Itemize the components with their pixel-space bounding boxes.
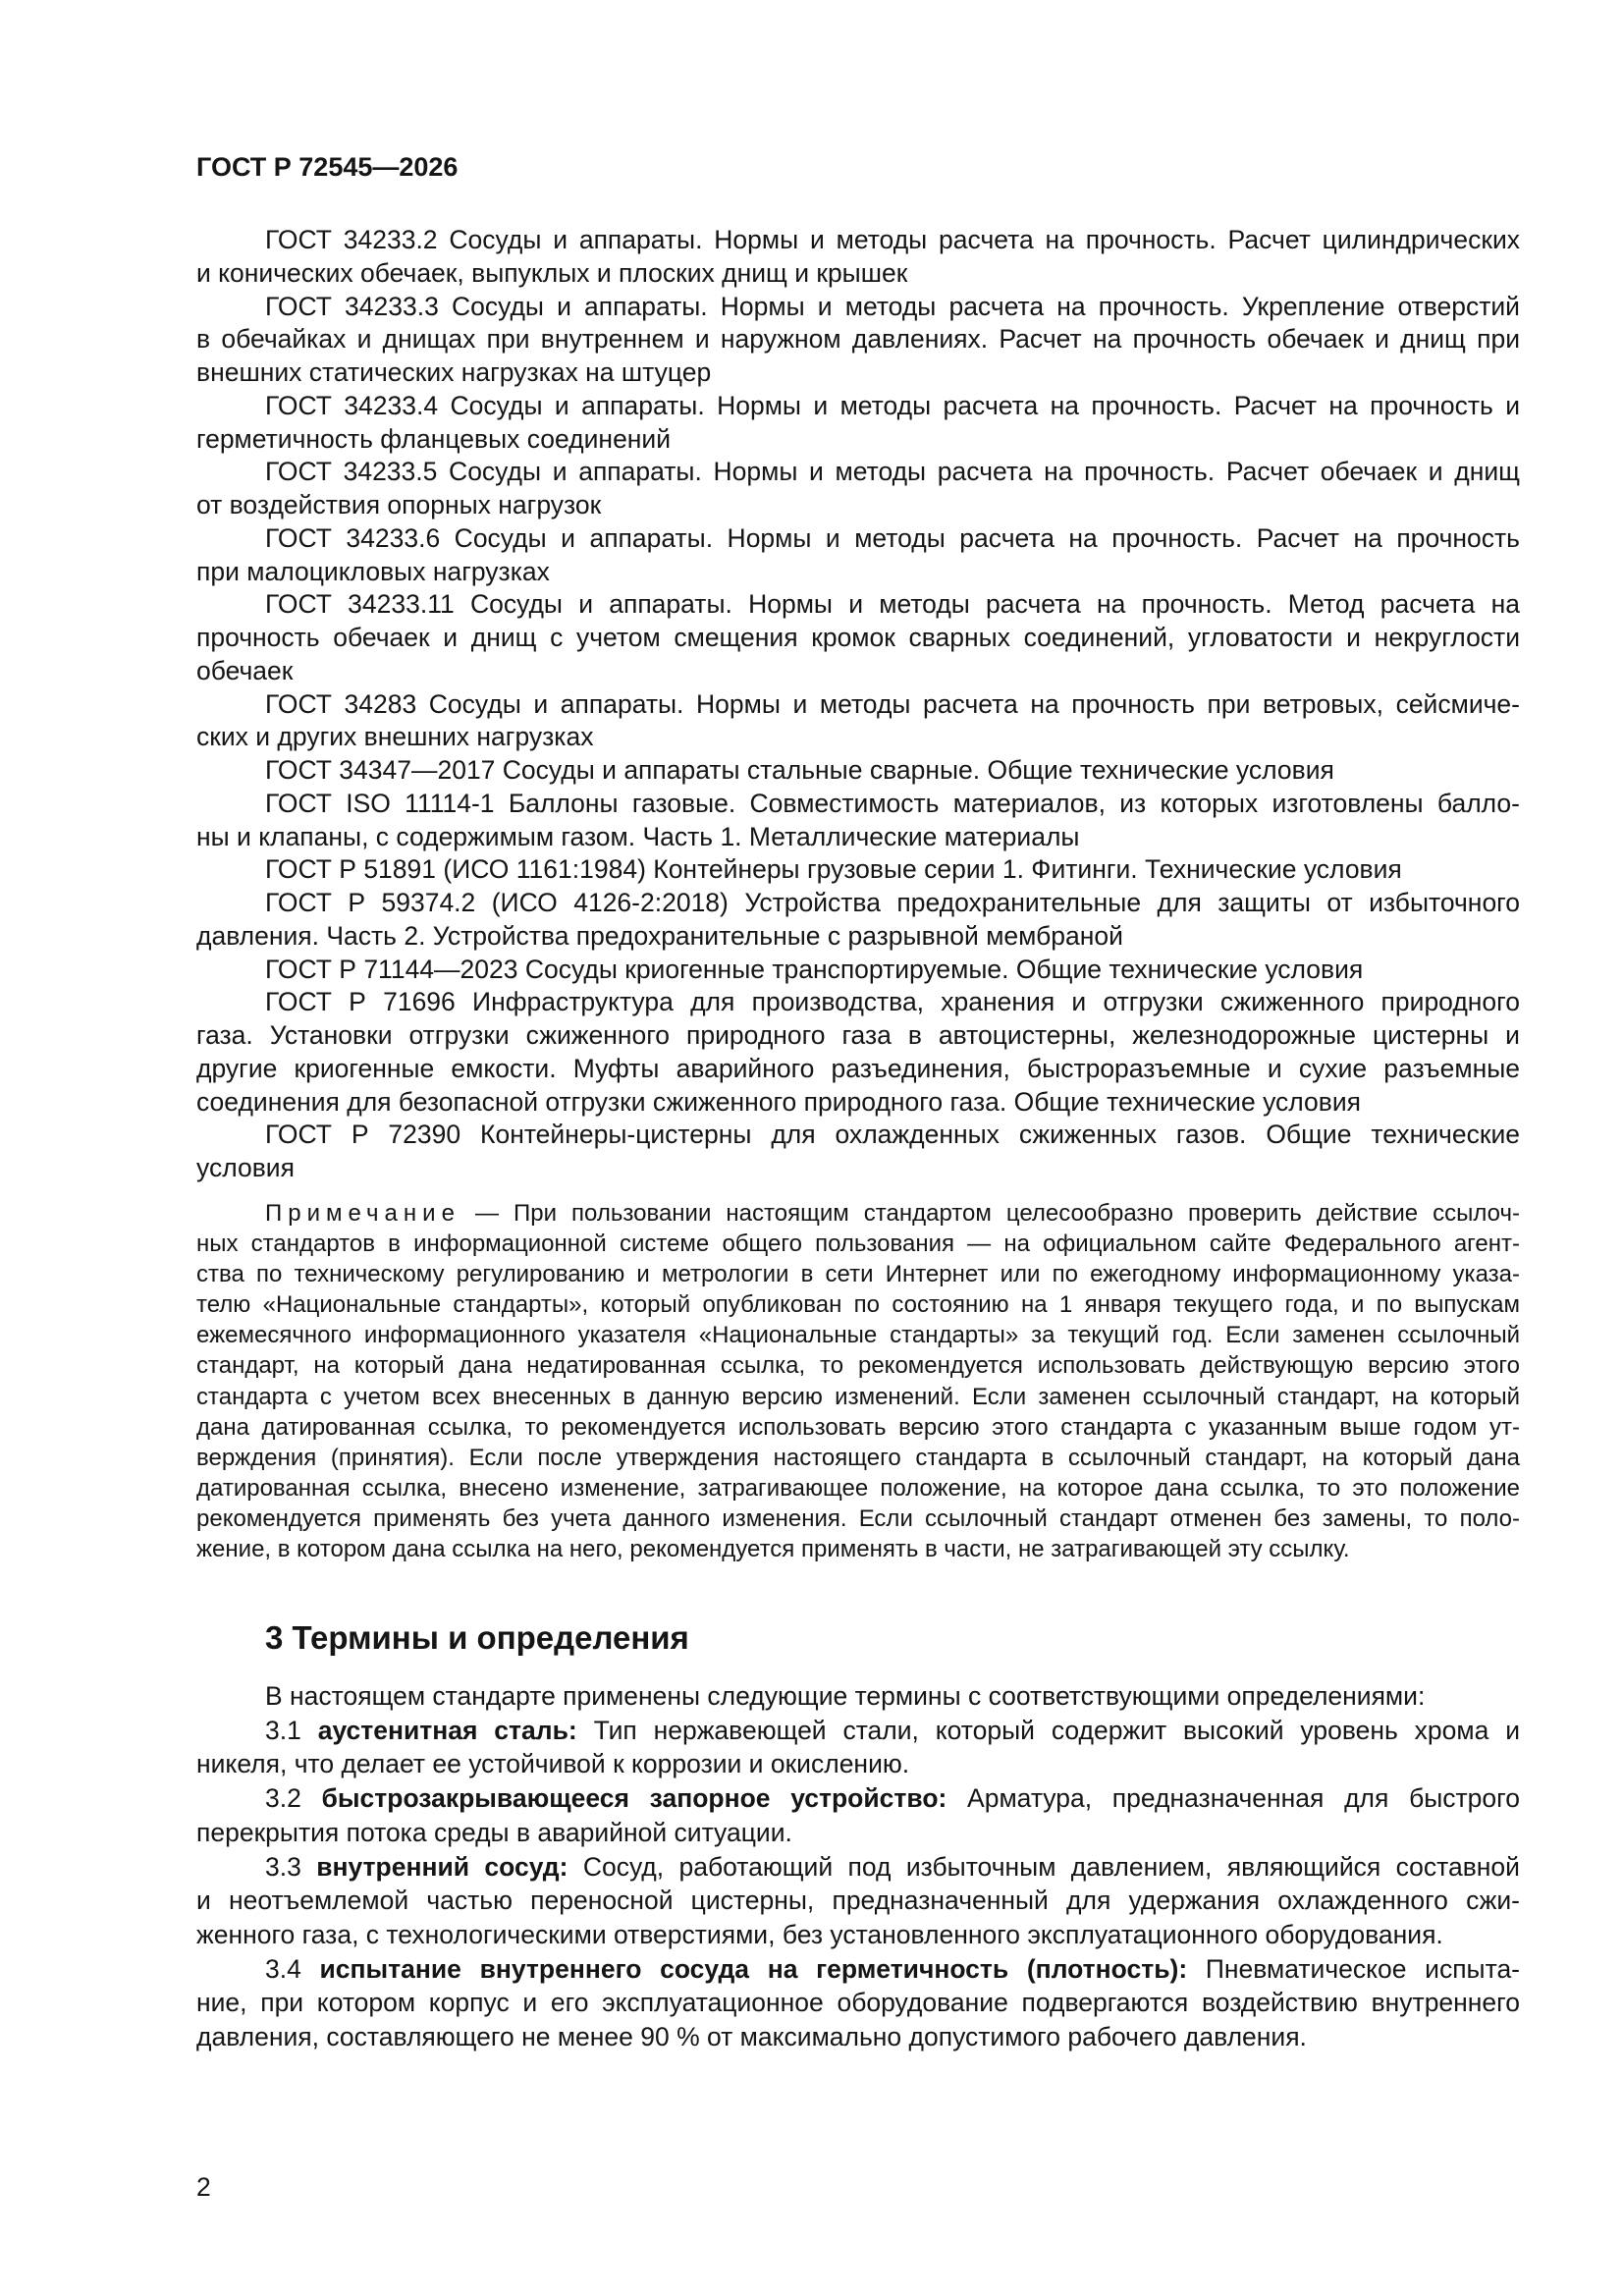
reference-line: ГОСТ 34233.11 Сосуды и аппараты. Нормы и методы расчета на прочность. Метод расчета на — [265, 589, 1520, 620]
reference-entry — [196, 954, 1520, 987]
section-intro: В настоящем стандарте применены следующие термины с соответствующими определениями: — [265, 1681, 1426, 1711]
reference-line: условия — [196, 1153, 295, 1182]
reference-entry — [196, 754, 1520, 788]
reference-line: ГОСТ ISO 11114-1 Баллоны газовые. Совместимость материалов, из которых изготовлены балло- — [265, 788, 1520, 818]
note-label: Примечание — [265, 1200, 460, 1227]
term-number: 3.1 — [265, 1715, 301, 1745]
reference-line: ских и других внешних нагрузках — [196, 722, 594, 752]
term-definition-line: перекрытия потока среды в аварийной ситуации. — [196, 1817, 792, 1847]
reference-entry — [196, 853, 1520, 887]
reference-line: и конических обечаек, выпуклых и плоских днищ и крышек — [196, 257, 908, 288]
reference-line: ГОСТ 34233.3 Сосуды и аппараты. Нормы и методы расчета на прочность. Укрепление отверстий — [265, 291, 1520, 321]
note-line: ных стандартов в информационной системе общего пользования — на официальном сайте Федерального агент- — [196, 1230, 1520, 1258]
term-definition: Тип нержавеющей стали, который содержит высокий уровень хрома и — [593, 1715, 1520, 1745]
note-text: — При пользовании настоящим стандартом целесообразно проверить действие ссылоч- — [474, 1200, 1520, 1227]
reference-line: соединения для безопасной отгрузки сжиженного природного газа. Общие технические условия — [196, 1086, 1362, 1117]
reference-line: ГОСТ Р 59374.2 (ИСО 4126-2:2018) Устройства предохранительные для защиты от избыточного — [265, 888, 1520, 917]
reference-entry — [196, 224, 1520, 291]
term-name: быстрозакрывающееся запорное устройство: — [321, 1783, 947, 1814]
page-number: 2 — [196, 2172, 211, 2202]
reference-line: от воздействия опорных нагрузок — [196, 490, 602, 519]
normative-references-list — [196, 224, 1520, 1185]
term-entry — [196, 1952, 1520, 2054]
note-line: рекомендуется применять без учета данного изменения. Если ссылочный стандарт отменен без замены, то поло- — [196, 1504, 1520, 1532]
reference-entry — [196, 1119, 1520, 1185]
terms-section-body — [196, 1679, 1520, 2054]
reference-line: ГОСТ Р 71696 Инфраструктура для производства, хранения и отгрузки сжиженного природного — [265, 987, 1520, 1017]
term-first-line — [196, 1714, 1520, 1748]
note-line: телю «Национальные стандарты», который опубликован по состоянию на 1 января текущего года, и по выпускам — [196, 1291, 1520, 1319]
note-line: датированная ссылка, внесено изменение, затрагивающее положение, на которое дана ссылка, то это положение — [196, 1474, 1520, 1502]
reference-line: внешних статических нагрузках на штуцер — [196, 357, 712, 387]
reference-entry — [196, 291, 1520, 390]
reference-line: ГОСТ Р 72390 Контейнеры-цистерны для охлажденных сжиженных газов. Общие технические — [265, 1120, 1520, 1150]
term-definition: Пневматическое испыта- — [1205, 1953, 1521, 1984]
note-line: жение, в котором дана ссылка на него, рекомендуется применять в части, не затрагивающей эту ссылку. — [196, 1536, 1350, 1563]
reference-line: газа. Установки отгрузки сжиженного природного газа в автоцистерны, железнодорожные цистерны и — [196, 1020, 1520, 1050]
note-line: стандарт, на который дана недатированная ссылка, то рекомендуется использовать действующую версию этого — [196, 1352, 1520, 1380]
reference-entry — [196, 390, 1520, 457]
reference-line: ГОСТ Р 51891 (ИСО 1161:1984) Контейнеры грузовые серии 1. Фитинги. Технические условия — [265, 854, 1402, 885]
reference-line: в обечайках и днищах при внутреннем и наружном давлениях. Расчет на прочность обечаек и днищ при — [196, 324, 1520, 355]
reference-line: ГОСТ 34233.2 Сосуды и аппараты. Нормы и методы расчета на прочность. Расчет цилиндрических — [265, 225, 1520, 254]
term-name: испытание внутреннего сосуда на герметичность (плотность): — [319, 1953, 1188, 1984]
term-entry — [196, 1781, 1520, 1849]
reference-entry — [196, 688, 1520, 755]
term-entry — [196, 1850, 1520, 1952]
reference-line: ГОСТ 34283 Сосуды и аппараты. Нормы и методы расчета на прочность при ветровых, сейсмиче- — [265, 688, 1520, 719]
reference-line: герметичность фланцевых соединений — [196, 423, 672, 454]
reference-line: давления. Часть 2. Устройства предохранительные с разрывной мембраной — [196, 920, 1123, 951]
term-number: 3.4 — [265, 1953, 301, 1984]
reference-line: прочность обечаек и днищ с учетом смещения кромок сварных соединений, угловатости и некруглости — [196, 623, 1520, 652]
reference-entry — [196, 456, 1520, 522]
note-line: дана датированная ссылка, то рекомендуется использовать версию этого стандарта с указанным выше годом ут- — [196, 1413, 1520, 1441]
term-name: аустенитная сталь: — [317, 1715, 577, 1745]
term-entry — [196, 1714, 1520, 1781]
reference-line: ГОСТ Р 71144—2023 Сосуды криогенные транспортируемые. Общие технические условия — [265, 954, 1364, 984]
references-note — [196, 1198, 1520, 1564]
reference-line: ГОСТ 34347—2017 Сосуды и аппараты стальные сварные. Общие технические условия — [265, 755, 1334, 785]
note-line: ства по техническому регулированию и метрологии в сети Интернет или по ежегодному информационному указа- — [196, 1261, 1520, 1288]
running-header: ГОСТ Р 72545—2026 — [196, 152, 459, 182]
note-line: стандарта с учетом всех внесенных в данную версию изменений. Если заменен ссылочный стандарт, на который — [196, 1383, 1520, 1410]
term-definition-line: и неотъемлемой частью переносной цистерны, предназначенный для удержания охлажденного сжи- — [196, 1886, 1520, 1916]
reference-line: обечаек — [196, 655, 294, 685]
reference-line: при малоцикловых нагрузках — [196, 556, 550, 586]
term-definition: Арматура, предназначенная для быстрого — [967, 1783, 1520, 1814]
reference-line: ны и клапаны, с содержимым газом. Часть 1. Металлические материалы — [196, 821, 1080, 851]
note-line: верждения (принятия). Если после утверждения настоящего стандарта в ссылочный стандарт, на который дана — [196, 1444, 1520, 1471]
term-definition: Сосуд, работающий под избыточным давлением, являющийся составной — [582, 1851, 1520, 1882]
term-number: 3.3 — [265, 1851, 301, 1882]
reference-line: ГОСТ 34233.6 Сосуды и аппараты. Нормы и методы расчета на прочность. Расчет на прочность — [265, 522, 1520, 553]
term-name: внутренний сосуд: — [316, 1851, 568, 1882]
term-definition-line: никеля, что делает ее устойчивой к коррозии и окислению. — [196, 1749, 910, 1779]
reference-line: ГОСТ 34233.4 Сосуды и аппараты. Нормы и методы расчета на прочность. Расчет на прочность и — [265, 390, 1520, 420]
term-definition-line: давления, составляющего не менее 90 % от максимально допустимого рабочего давления. — [196, 2022, 1307, 2052]
term-first-line — [196, 1781, 1520, 1816]
term-first-line — [196, 1850, 1520, 1885]
reference-entry — [196, 788, 1520, 854]
term-definition-line: женного газа, с технологическими отверстиями, без установленного эксплуатационного оборудования. — [196, 1919, 1443, 1949]
note-first-line — [196, 1198, 1520, 1229]
term-definition-line: ние, при котором корпус и его эксплуатационное оборудование подвергаются воздействию внутреннего — [196, 1988, 1520, 2018]
section-heading: 3 Термины и определения — [265, 1619, 689, 1656]
reference-entry — [196, 522, 1520, 589]
reference-entry — [196, 986, 1520, 1119]
term-number: 3.2 — [265, 1783, 301, 1814]
reference-entry — [196, 588, 1520, 687]
reference-line: ГОСТ 34233.5 Сосуды и аппараты. Нормы и методы расчета на прочность. Расчет обечаек и днищ — [265, 457, 1520, 487]
reference-line: другие криогенные емкости. Муфты аварийного разъединения, быстроразъемные и сухие разъемные — [196, 1053, 1520, 1083]
reference-entry — [196, 887, 1520, 954]
note-line: ежемесячного информационного указателя «Национальные стандарты» за текущий год. Если заменен ссылочный — [196, 1322, 1520, 1349]
term-first-line — [196, 1952, 1520, 1987]
